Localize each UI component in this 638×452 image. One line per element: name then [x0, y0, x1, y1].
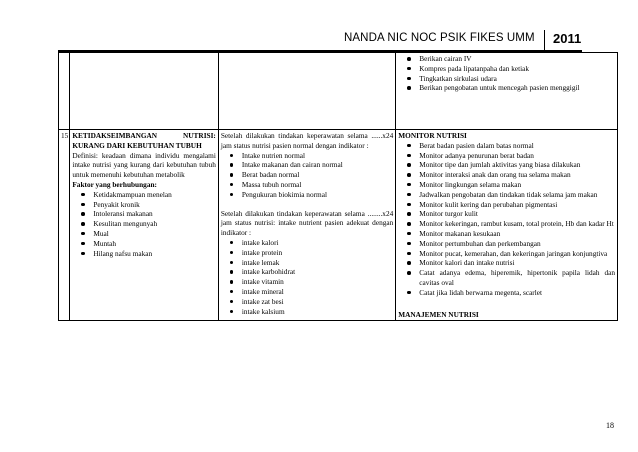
header-title: NANDA NIC NOC PSIK FIKES UMM [344, 32, 535, 44]
diagnosis-definition: Definisi: keadaan dimana individu mengalami intake nutrisi yang kurang dari kebutuhan tubuh untuk memenuhi kebutuhan metabolik [72, 150, 216, 180]
list-item: Kesulitan mengunyah [72, 219, 216, 229]
outcome-intro-2: Setelah dilakukan tindakan keperawatan selama ........x24 jam status nutrisi: intake nutrient pasien adekuat dengan indikator : [220, 208, 394, 238]
list-item: Monitor makanan kesukaan [398, 229, 615, 239]
spacer [398, 301, 615, 310]
cell-outcomes-empty [218, 53, 395, 130]
header-year: 2011 [553, 31, 582, 46]
header-separator [544, 30, 545, 50]
list-item: intake mineral [221, 287, 393, 297]
list-item: intake kalsium [221, 307, 393, 317]
list-item: Jadwalkan pengobatan dan tindakan tidak selama jam makan [398, 190, 615, 200]
list-item: intake kalori [221, 238, 393, 248]
page-header [0, 30, 638, 50]
list-item: Hilang nafsu makan [72, 249, 216, 259]
outcome-intro-1: Setelah dilakukan tindakan keperawatan selama ......x24 jam status nutrisi pasien normal dengan indikator : [220, 131, 394, 150]
intervention-list [398, 141, 615, 298]
list-item: Berat badan pasien dalam batas normal [398, 141, 615, 151]
nanda-nic-noc-table [58, 52, 618, 321]
list-item: Muntah [72, 239, 216, 249]
list-item: Monitor tipe dan jumlah aktivitas yang biasa dilakukan [398, 160, 615, 170]
list-item: Intake nutrien normal [221, 151, 393, 161]
list-item: Ketidakmampuan menelan [72, 190, 216, 200]
list-item: intake zat besi [221, 297, 393, 307]
list-item: Berikan cairan IV [398, 54, 615, 64]
list-item: Intoleransi makanan [72, 209, 216, 219]
row-number: 15 [59, 130, 70, 321]
list-item: Catat jika lidah berwarna megenta, scarlet [398, 288, 615, 298]
cell-number-empty [59, 53, 70, 130]
factors-heading: Faktor yang berhubungan: [72, 179, 157, 189]
list-item: Monitor kekeringan, rambut kusam, total protein, Hb dan kadar Ht [398, 219, 615, 229]
outcome-list-2 [221, 238, 393, 316]
list-item: intake vitamin [221, 277, 393, 287]
table-row-continuation [59, 53, 618, 130]
list-item: intake karbohidrat [221, 267, 393, 277]
list-item: Penyakit kronik [72, 200, 216, 210]
intervention-heading-2: MANAJEMEN NUTRISI [398, 309, 479, 319]
intervention-heading: MONITOR NUTRISI [398, 131, 467, 140]
list-item: Berikan pengobatan untuk mencegah pasien menggigil [398, 83, 615, 93]
list-item: Monitor turgor kulit [398, 209, 615, 219]
table-row-15 [59, 130, 618, 321]
list-item: Mual [72, 229, 216, 239]
spacer [221, 200, 393, 209]
list-item: Monitor lingkungan selama makan [398, 180, 615, 190]
list-item: Intake makanan dan cairan normal [221, 160, 393, 170]
cell-interventions [396, 130, 618, 321]
list-item: intake protein [221, 248, 393, 258]
outcome-list-1 [221, 151, 393, 200]
list-item: Kompres pada lipatanpaha dan ketiak [398, 64, 615, 74]
list-item: intake lemak [221, 258, 393, 268]
list-item: Catat adanya edema, hiperemik, hipertonik papila lidah dan cavitas oval [398, 268, 615, 288]
cell-diagnosis [70, 130, 219, 321]
cell-interventions-continuation [396, 53, 618, 130]
cell-outcomes [218, 130, 395, 321]
list-item: Monitor kulit kering dan perubahan pigmentasi [398, 200, 615, 210]
list-item: Monitor adanya penurunan berat badan [398, 151, 615, 161]
list-item: Berat badan normal [221, 170, 393, 180]
list-item: Tingkatkan sirkulasi udara [398, 74, 615, 84]
list-item: Monitor pucat, kemerahan, dan kekeringan jaringan konjungtiva [398, 249, 615, 259]
list-item: Monitor pertumbuhan dan perkembangan [398, 239, 615, 249]
cell-diagnosis-empty [70, 53, 219, 130]
list-item: Pengukuran biokimia normal [221, 190, 393, 200]
list-item: Monitor kalori dan intake nutrisi [398, 258, 615, 268]
factors-list [72, 190, 216, 259]
intervention-list-top [398, 54, 615, 93]
page-number: 18 [606, 421, 614, 430]
list-item: Monitor interaksi anak dan orang tua selama makan [398, 170, 615, 180]
list-item: Massa tubuh normal [221, 180, 393, 190]
diagnosis-title: KETIDAKSEIMBANGAN NUTRISI: KURANG DARI KEBUTUHAN TUBUH [72, 131, 216, 150]
